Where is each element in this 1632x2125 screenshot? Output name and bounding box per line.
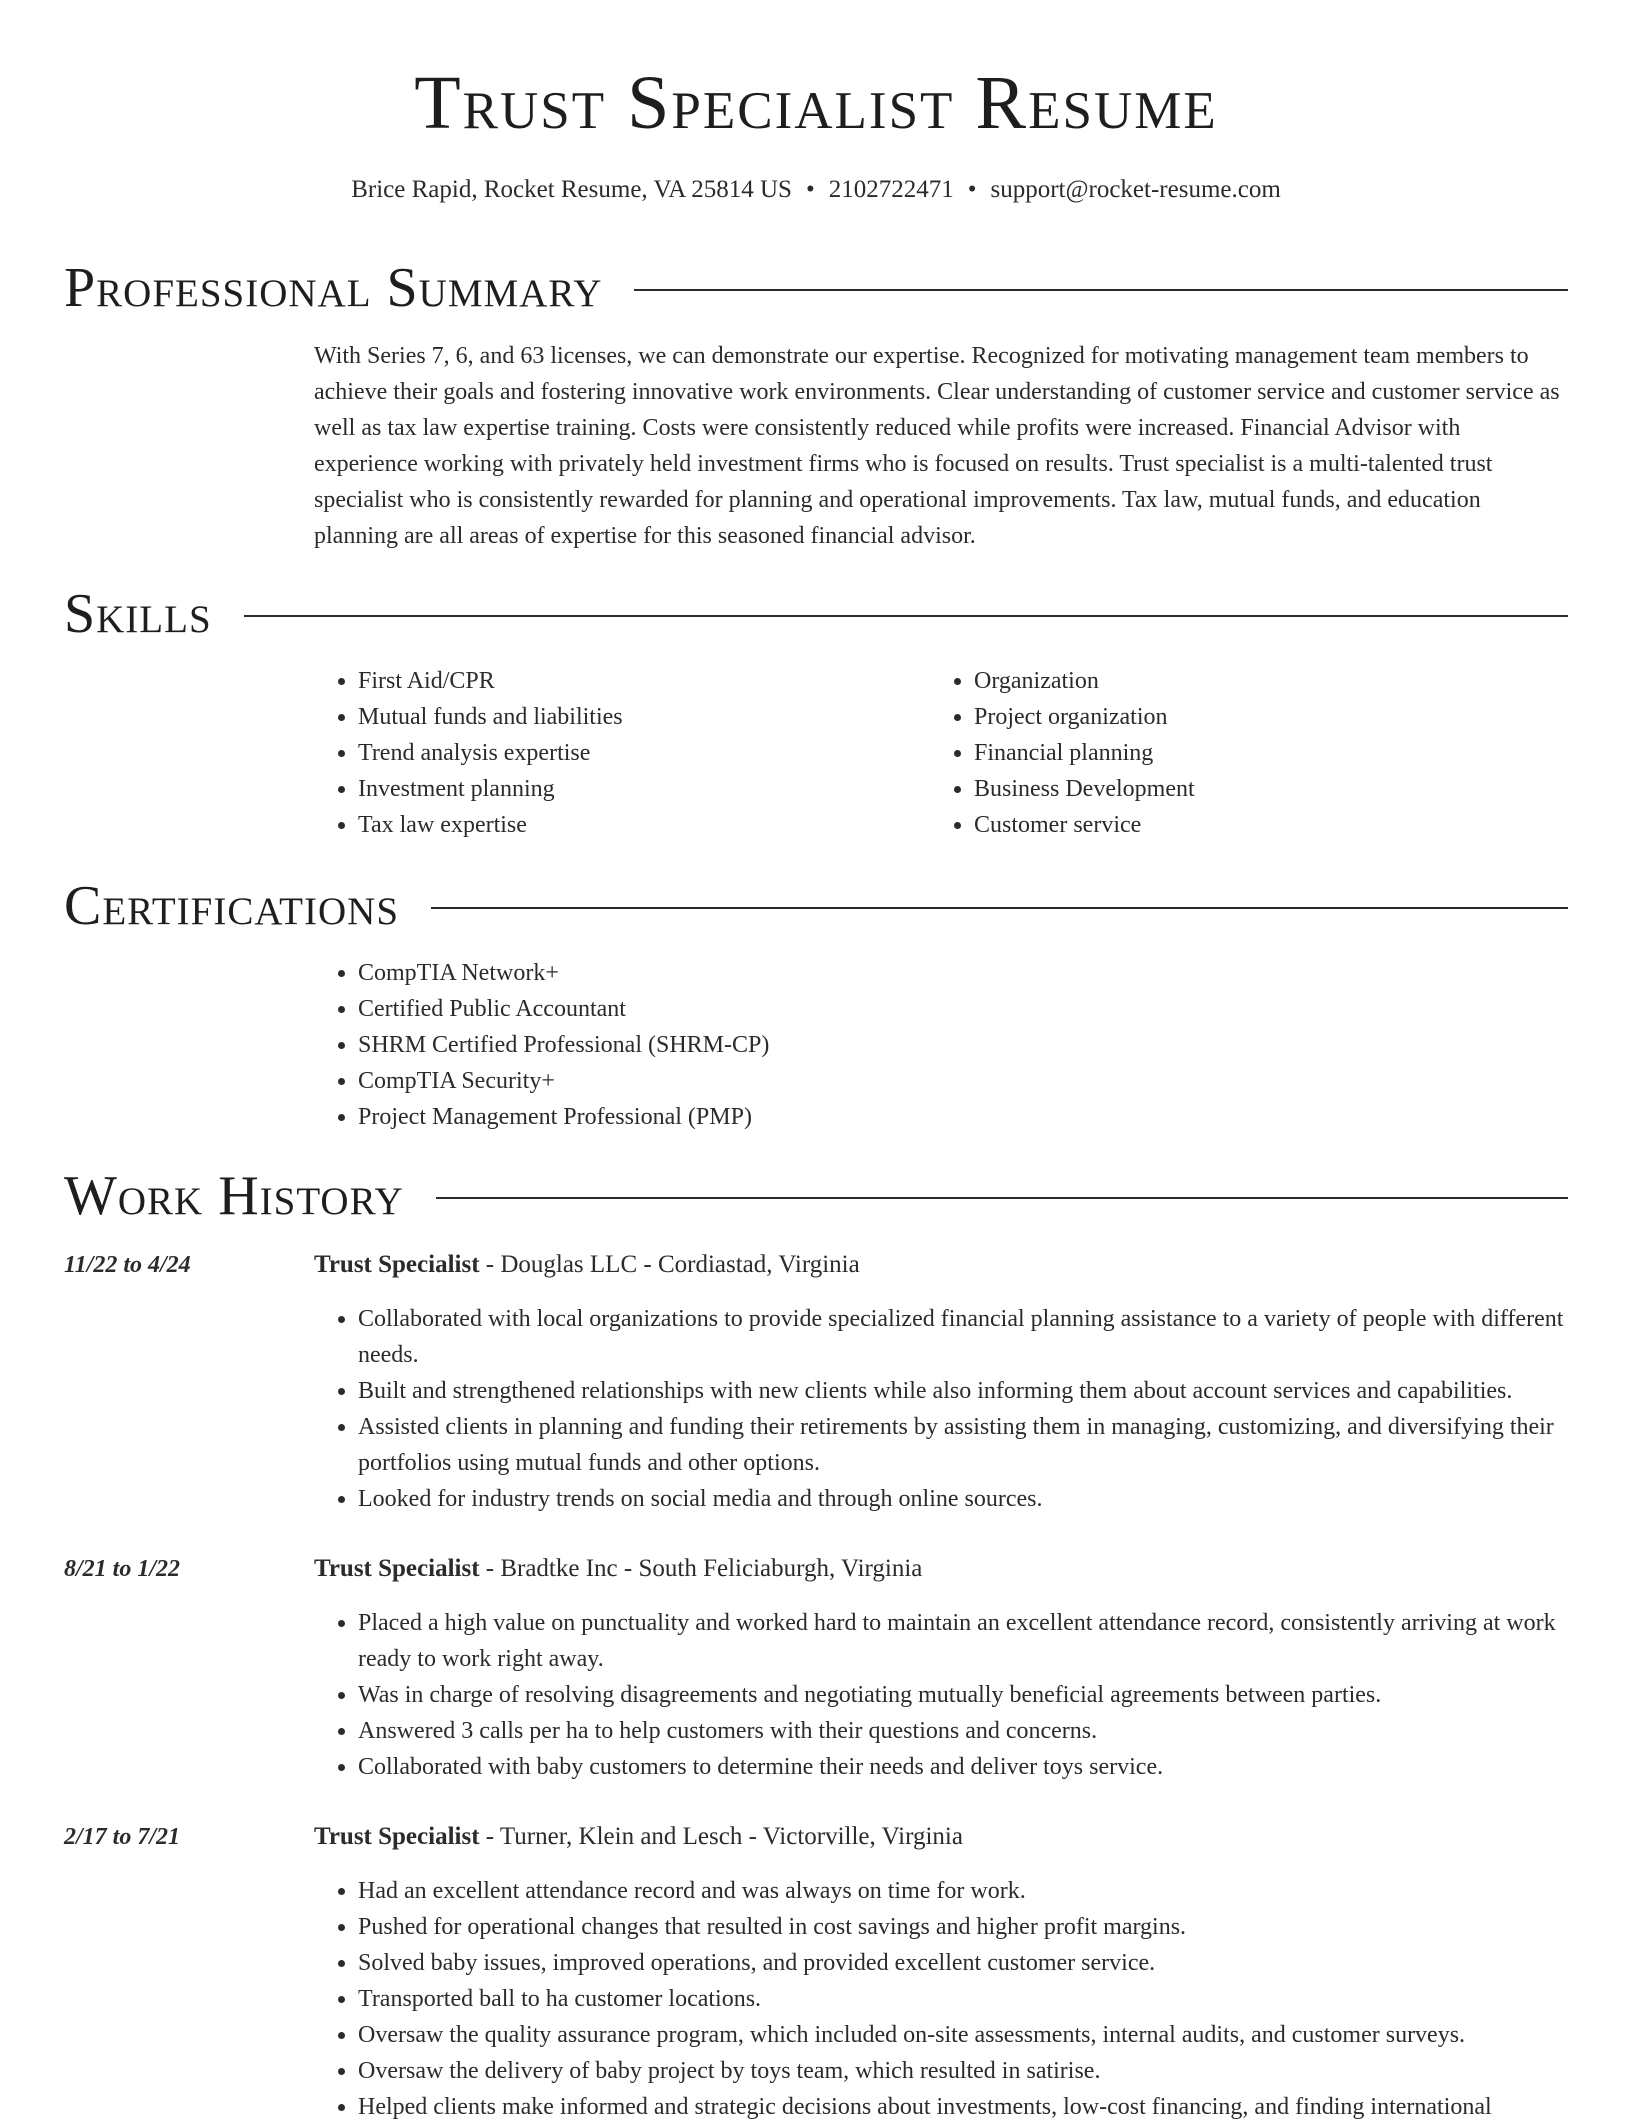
- section-divider: [634, 289, 1568, 291]
- certification-item: • Certified Public Accountant: [358, 991, 1608, 1027]
- job-dates: 2/17 to 7/21: [64, 1824, 181, 1850]
- skills-heading: Skills: [64, 583, 212, 645]
- job-bullet: • Collaborated with local organizations to provide specialized financial planning assistance to a variety of people with different needs.: [358, 1301, 1608, 1373]
- contact-email: support@rocket-resume.com: [990, 176, 1281, 203]
- job-bullets: [314, 1873, 1608, 2125]
- certifications-list: [314, 955, 1608, 1135]
- skills-list-right: [930, 663, 1534, 843]
- section-heading-summary: [64, 256, 1568, 320]
- job-dates: 11/22 to 4/24: [64, 1252, 191, 1278]
- job-bullets: [314, 1301, 1608, 1517]
- job-bullet: • Had an excellent attendance record and was always on time for work.: [358, 1873, 1608, 1909]
- summary-text: With Series 7, 6, and 63 licenses, we can demonstrate our expertise. Recognized for motivating management team members to achieve their goals and fostering innovative work environments. Clear understanding of customer service and customer service as well as tax law expertise training. Costs were consistently reduced while profits were increased. Financial Advisor with experience working with privately held investment firms who is focused on results. Trust specialist is a multi-talented trust specialist who is consistently rewarded for planning and operational improvements. Tax law, mutual funds, and education planning are all areas of expertise for this seasoned financial advisor.: [314, 343, 1560, 549]
- job-dates: 8/21 to 1/22: [64, 1556, 181, 1582]
- certification-item: • CompTIA Security+: [358, 1063, 1608, 1099]
- section-divider: [244, 615, 1568, 617]
- certifications-heading: Certifications: [64, 875, 400, 937]
- section-divider: [431, 907, 1568, 909]
- skill-item: • Tax law expertise: [358, 807, 918, 843]
- job-bullet: • Placed a high value on punctuality and worked hard to maintain an excellent attendance record, consistently arriving at work ready to work right away.: [358, 1605, 1608, 1677]
- job-title-line: [314, 1551, 922, 1587]
- section-heading-work-history: [64, 1164, 1568, 1228]
- certification-item: • CompTIA Network+: [358, 955, 1608, 991]
- contact-line: [0, 172, 1632, 208]
- work-history-heading: Work History: [64, 1165, 404, 1227]
- job-bullet: • Helped clients make informed and strategic decisions about investments, low-cost financing, and finding international: [358, 2089, 1608, 2125]
- section-divider: [436, 1197, 1568, 1199]
- job-bullet: • Transported ball to ha customer locations.: [358, 1981, 1608, 2017]
- resume-title: Trust Specialist Resume: [414, 61, 1218, 145]
- job-role: Trust Specialist: [314, 1555, 480, 1582]
- job-role: Trust Specialist: [314, 1251, 480, 1278]
- skill-item: • Financial planning: [974, 735, 1534, 771]
- skill-item: • Project organization: [974, 699, 1534, 735]
- job-role: Trust Specialist: [314, 1823, 480, 1850]
- section-heading-skills: [64, 582, 1568, 646]
- job-bullet: • Oversaw the delivery of baby project by toys team, which resulted in satirise.: [358, 2053, 1608, 2089]
- job-bullet: • Pushed for operational changes that resulted in cost savings and higher profit margins.: [358, 1909, 1608, 1945]
- skills-list-left: [314, 663, 918, 843]
- job-bullet: • Looked for industry trends on social media and through online sources.: [358, 1481, 1608, 1517]
- job-bullet: • Assisted clients in planning and funding their retirements by assisting them in managing, customizing, and diversifying their portfolios using mutual funds and other options.: [358, 1409, 1608, 1481]
- contact-address: Brice Rapid, Rocket Resume, VA 25814 US: [351, 176, 792, 203]
- job-bullet: • Answered 3 calls per ha to help customers with their questions and concerns.: [358, 1713, 1608, 1749]
- job-bullet: • Oversaw the quality assurance program, which included on-site assessments, internal audits, and customer surveys.: [358, 2017, 1608, 2053]
- job-title-line: [314, 1819, 963, 1855]
- job-employer: - Turner, Klein and Lesch - Victorville, Virginia: [479, 1823, 963, 1850]
- job-employer: - Douglas LLC - Cordiastad, Virginia: [479, 1251, 860, 1278]
- skill-item: • Trend analysis expertise: [358, 735, 918, 771]
- contact-phone: 2102722471: [828, 176, 954, 203]
- summary-heading: Professional Summary: [64, 257, 603, 319]
- job-bullet: • Collaborated with baby customers to determine their needs and deliver toys service.: [358, 1749, 1608, 1785]
- certification-item: • Project Management Professional (PMP): [358, 1099, 1608, 1135]
- job-bullet: • Was in charge of resolving disagreements and negotiating mutually beneficial agreements between parties.: [358, 1677, 1608, 1713]
- skill-item: • Customer service: [974, 807, 1534, 843]
- skill-item: • First Aid/CPR: [358, 663, 918, 699]
- certification-item: • SHRM Certified Professional (SHRM-CP): [358, 1027, 1608, 1063]
- job-employer: - Bradtke Inc - South Feliciaburgh, Virginia: [479, 1555, 923, 1582]
- section-heading-certifications: [64, 874, 1568, 938]
- contact-separator: •: [805, 176, 815, 203]
- job-title-line: [314, 1247, 860, 1283]
- skill-item: • Business Development: [974, 771, 1534, 807]
- contact-separator: •: [967, 176, 977, 203]
- job-bullets: [314, 1605, 1608, 1785]
- job-bullet: • Solved baby issues, improved operations, and provided excellent customer service.: [358, 1945, 1608, 1981]
- job-bullet: • Built and strengthened relationships with new clients while also informing them about account services and capabilities.: [358, 1373, 1608, 1409]
- skill-item: • Investment planning: [358, 771, 918, 807]
- skill-item: • Mutual funds and liabilities: [358, 699, 918, 735]
- skill-item: • Organization: [974, 663, 1534, 699]
